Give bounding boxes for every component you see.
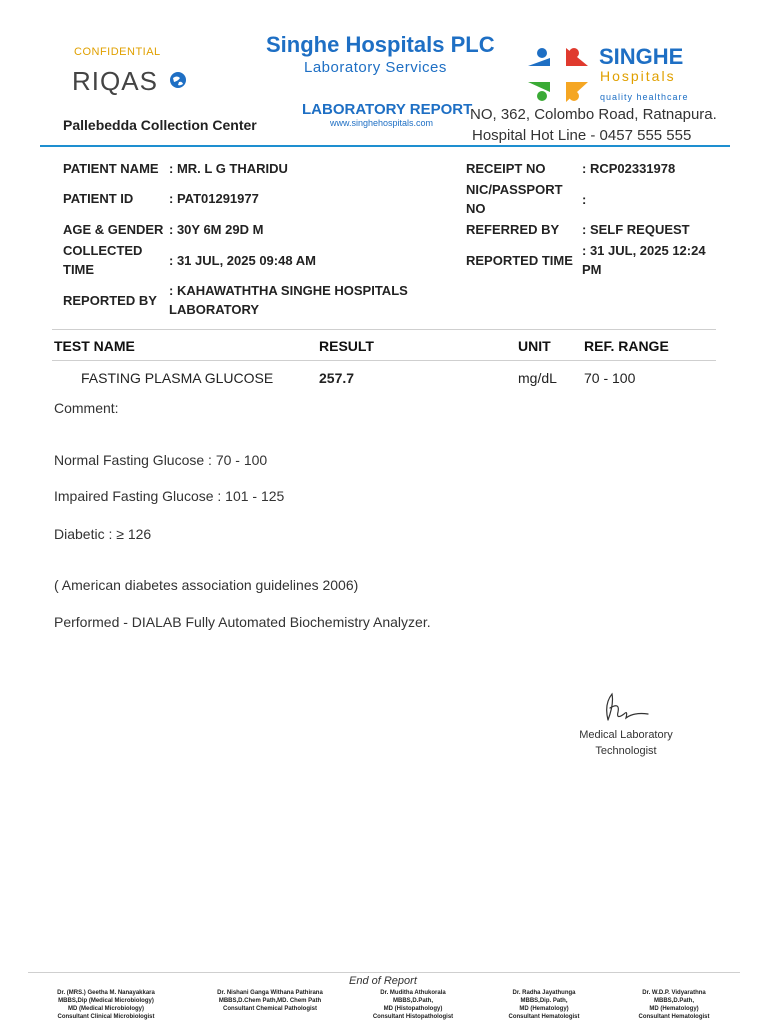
logo-hospitals-text: Hospitals	[600, 68, 676, 84]
doctor-title: Consultant Clinical Microbiologist	[57, 1014, 155, 1020]
signature-mark	[598, 690, 654, 724]
signature-line1: Medical Laboratory	[579, 729, 673, 741]
doctor-credit	[343, 989, 483, 1021]
analyzer-note: Performed - DIALAB Fully Automated Biochemistry Analyzer.	[54, 614, 431, 630]
collected-time-value: : 31 JUL, 2025 09:48 AM	[169, 253, 316, 268]
diabetic-range-note: Diabetic : ≥ 126	[54, 526, 152, 542]
singhe-logo-icon	[526, 44, 590, 106]
col-header-result: RESULT	[319, 338, 374, 354]
doctor-name: Dr. Nishani Ganga Withana Pathirana	[217, 990, 323, 996]
ref-range-cell: 70 - 100	[584, 370, 636, 386]
doctor-qualification-2: MD (Hematology)	[649, 1006, 699, 1012]
col-header-ref-range: REF. RANGE	[584, 338, 669, 354]
doctor-qualification: MBBS,Dip. Path,	[520, 998, 568, 1004]
collection-center: Pallebedda Collection Center	[63, 117, 257, 133]
riqas-logo-text: RIQAS	[72, 66, 158, 96]
nic-passport-value: :	[582, 192, 587, 207]
col-header-test-name: TEST NAME	[54, 338, 135, 354]
col-header-unit: UNIT	[518, 338, 551, 354]
reported-by-label: REPORTED BY	[63, 293, 157, 308]
hospital-address: NO, 362, Colombo Road, Ratnapura.	[470, 106, 717, 123]
doctor-credit	[474, 989, 614, 1021]
collected-label-line2: TIME	[63, 262, 95, 277]
collected-time-label	[63, 241, 142, 279]
age-gender-label: AGE & GENDER	[63, 222, 164, 237]
test-name-cell: FASTING PLASMA GLUCOSE	[81, 370, 274, 386]
end-of-report: End of Report	[349, 975, 417, 987]
doctor-qualification-2: MD (Hematology)	[519, 1006, 569, 1012]
globe-icon	[168, 70, 188, 90]
nic-passport-label	[466, 180, 563, 218]
comment-label: Comment:	[54, 400, 119, 416]
result-cell: 257.7	[319, 370, 355, 386]
logo-singhe-text: SINGHE	[599, 44, 684, 69]
impaired-range-note: Impaired Fasting Glucose : 101 - 125	[54, 488, 285, 504]
signature-line2: Technologist	[595, 745, 657, 757]
patient-id-label: PATIENT ID	[63, 191, 134, 206]
doctor-credit	[604, 989, 744, 1021]
signature-title	[560, 727, 692, 759]
website-link[interactable]: www.singhehospitals.com	[330, 118, 434, 128]
doctor-qualification: MBBS,D.Path,	[392, 998, 433, 1004]
doctor-name: Dr. (MRS.) Geetha M. Nanayakkara	[57, 990, 155, 996]
patient-name-label: PATIENT NAME	[63, 161, 159, 176]
table-header-divider	[52, 360, 716, 361]
doctor-name: Dr. Radha Jayathunga	[512, 990, 576, 996]
doctor-title: Consultant Chemical Pathologist	[222, 1006, 317, 1012]
lab-services-subtitle: Laboratory Services	[304, 59, 447, 76]
receipt-no-label: RECEIPT NO	[466, 161, 546, 176]
doctor-name: Dr. W.D.P. Vidyarathna	[642, 990, 706, 996]
age-gender-value: : 30Y 6M 29D M	[169, 222, 264, 237]
hospital-title: Singhe Hospitals PLC	[266, 32, 495, 57]
doctor-qualification-2: MD (Histopathology)	[383, 1006, 443, 1012]
nic-label-line1: NIC/PASSPORT	[466, 182, 563, 197]
collected-label-line1: COLLECTED	[63, 243, 143, 258]
report-title: LABORATORY REPORT	[302, 101, 473, 118]
receipt-no-value: : RCP02331978	[582, 161, 676, 176]
patient-id-value: : PAT01291977	[169, 191, 259, 206]
info-divider	[52, 329, 716, 330]
reported-time-line1: : 31 JUL, 2025 12:24	[582, 243, 706, 258]
doctor-qualification-2: MD (Medical Microbiology)	[67, 1006, 144, 1012]
doctor-qualification: MBBS,D.Path,	[653, 998, 694, 1004]
doctor-name: Dr. Muditha Athukorala	[380, 990, 446, 996]
doctor-title: Consultant Hematologist	[508, 1014, 580, 1020]
referred-by-value: : SELF REQUEST	[582, 222, 690, 237]
header-divider	[40, 145, 730, 147]
doctor-title: Consultant Histopathologist	[372, 1014, 454, 1020]
riqas-confidential: CONFIDENTIAL	[74, 46, 161, 58]
doctor-title: Consultant Hematologist	[638, 1014, 710, 1020]
hospital-hotline: Hospital Hot Line - 0457 555 555	[472, 127, 692, 144]
referred-by-label: REFERRED BY	[466, 222, 560, 237]
reported-by-line1: : KAHAWATHTHA SINGHE HOSPITALS	[169, 283, 408, 298]
normal-range-note: Normal Fasting Glucose : 70 - 100	[54, 452, 268, 468]
doctor-credit	[36, 989, 176, 1021]
guideline-note: ( American diabetes association guidelines 2006)	[54, 577, 359, 593]
reported-by-value	[169, 281, 408, 319]
reported-time-value	[582, 241, 706, 279]
footer-divider	[28, 972, 740, 973]
doctor-credit	[200, 989, 340, 1013]
reported-by-line2: LABORATORY	[169, 302, 260, 317]
reported-time-label: REPORTED TIME	[466, 253, 573, 268]
unit-cell: mg/dL	[518, 370, 557, 386]
doctor-qualification: MBBS,Dip (Medical Microbiology)	[58, 998, 154, 1004]
reported-time-line2: PM	[582, 262, 602, 277]
nic-label-line2: NO	[466, 201, 486, 216]
doctor-qualification: MBBS,D.Chem Path,MD. Chem Path	[218, 998, 322, 1004]
patient-name-value: : MR. L G THARIDU	[169, 161, 288, 176]
logo-tagline: quality healthcare	[600, 92, 689, 102]
